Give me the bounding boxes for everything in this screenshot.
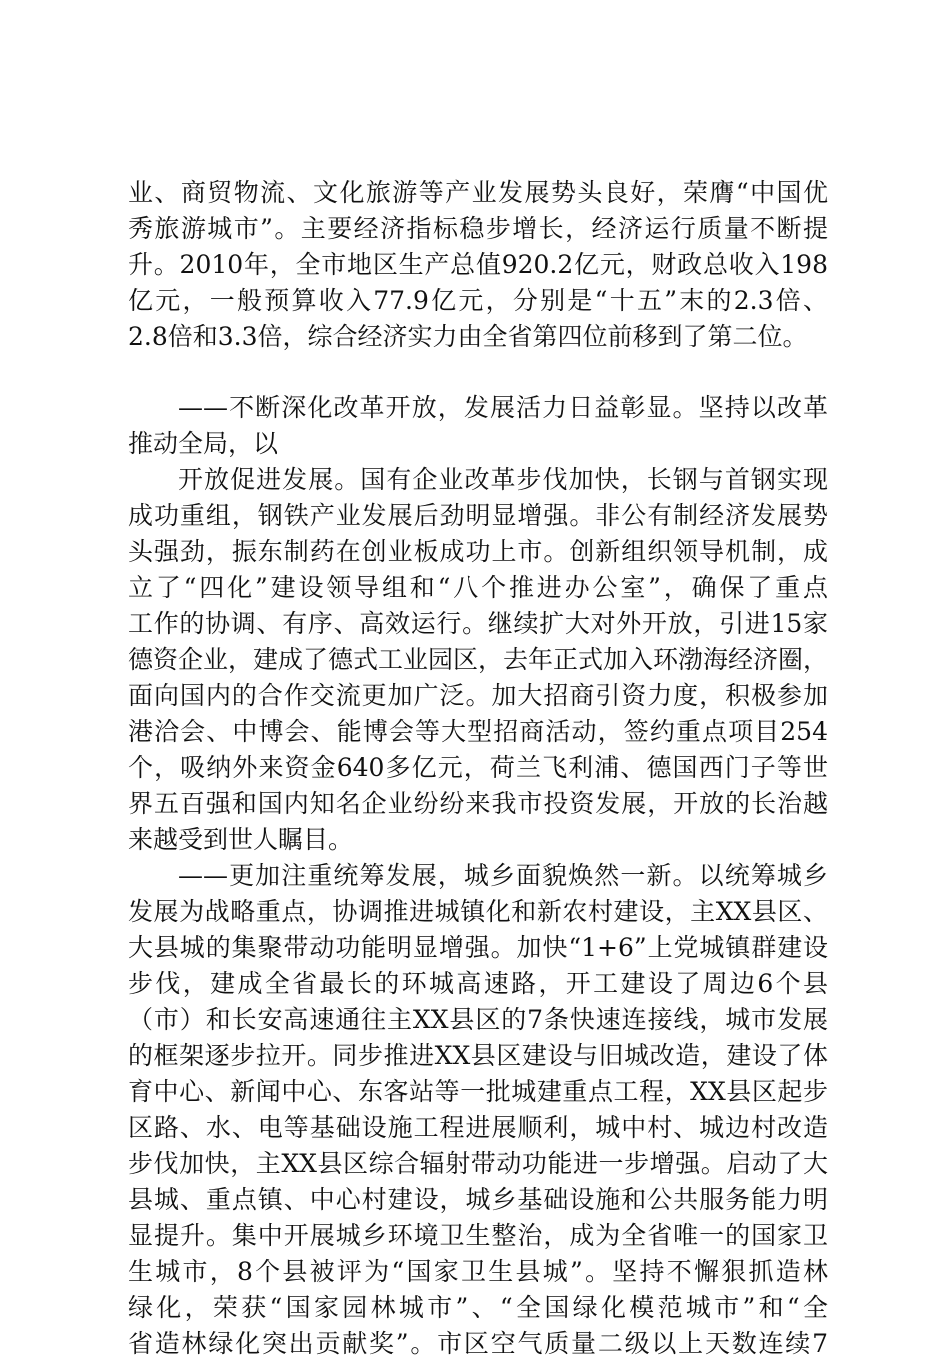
text-line: 面向国内的合作交流更加广泛。加大招商引资力度，积极参加: [128, 681, 828, 710]
text-line: 来越受到世人瞩目。: [128, 825, 354, 854]
paragraph-first-line: ——更加注重统筹发展，城乡面貌焕然一新。以统筹城乡: [178, 861, 828, 890]
text-line: 省造林绿化突出贡献奖”。市区空气质量二级以上天数连续7: [128, 1329, 828, 1358]
text-line: 县城、重点镇、中心村建设，城乡基础设施和公共服务能力明: [128, 1185, 828, 1214]
text-line: 2.8倍和3.3倍，综合经济实力由全省第四位前移到了第二位。: [128, 322, 808, 351]
text-line: 推动全局，以: [128, 429, 279, 458]
text-line: 升。2010年，全市地区生产总值920.2亿元，财政总收入198: [128, 250, 828, 279]
text-line: 大县城的集聚带动功能明显增强。加快“1+6”上党城镇群建设: [128, 933, 828, 962]
text-line: 工作的协调、有序、高效运行。继续扩大对外开放，引进15家: [128, 609, 828, 638]
text-line: 的框架逐步拉开。同步推进XX县区建设与旧城改造，建设了体: [128, 1041, 828, 1070]
text-line: 港洽会、中博会、能博会等大型招商活动，签约重点项目254: [128, 717, 828, 746]
text-line: （市）和长安高速通往主XX县区的7条快速连接线，城市发展: [128, 1005, 828, 1034]
text-line: 区路、水、电等基础设施工程进展顺利，城中村、城边村改造: [128, 1113, 828, 1142]
text-line: 立了“四化”建设领导组和“八个推进办公室”，确保了重点: [128, 573, 828, 602]
text-line: 生城市，8个县被评为“国家卫生县城”。坚持不懈狠抓造林: [128, 1257, 828, 1286]
text-line: 发展为战略重点，协调推进城镇化和新农村建设，主XX县区、: [128, 897, 828, 926]
paragraph-first-line: 开放促进发展。国有企业改革步伐加快，长钢与首钢实现: [178, 465, 828, 494]
text-line: 界五百强和国内知名企业纷纷来我市投资发展，开放的长治越: [128, 789, 828, 818]
text-line: 德资企业，建成了德式工业园区，去年正式加入环渤海经济圈，: [128, 645, 829, 674]
text-line: 成功重组，钢铁产业发展后劲明显增强。非公有制经济发展势: [128, 501, 828, 530]
text-line: 亿元，一般预算收入77.9亿元，分别是“十五”末的2.3倍、: [128, 286, 828, 315]
text-line: 步伐加快，主XX县区综合辐射带动功能进一步增强。启动了大: [128, 1149, 828, 1178]
text-line: 育中心、新闻中心、东客站等一批城建重点工程，XX县区起步: [128, 1077, 828, 1106]
text-line: 绿化，荣获“国家园林城市”、“全国绿化模范城市”和“全: [128, 1293, 828, 1322]
text-line: 秀旅游城市”。主要经济指标稳步增长，经济运行质量不断提: [128, 214, 828, 243]
text-line: 头强劲，振东制药在创业板成功上市。创新组织领导机制，成: [128, 537, 828, 566]
paragraph-first-line: ——不断深化改革开放，发展活力日益彰显。坚持以改革: [178, 393, 828, 422]
text-line: 个，吸纳外来资金640多亿元，荷兰飞利浦、德国西门子等世: [128, 753, 828, 782]
text-line: 步伐，建成全省最长的环城高速路，开工建设了周边6个县: [128, 969, 828, 998]
text-line: 显提升。集中开展城乡环境卫生整治，成为全省唯一的国家卫: [128, 1221, 828, 1250]
text-line: 业、商贸物流、文化旅游等产业发展势头良好，荣膺“中国优: [128, 178, 828, 207]
